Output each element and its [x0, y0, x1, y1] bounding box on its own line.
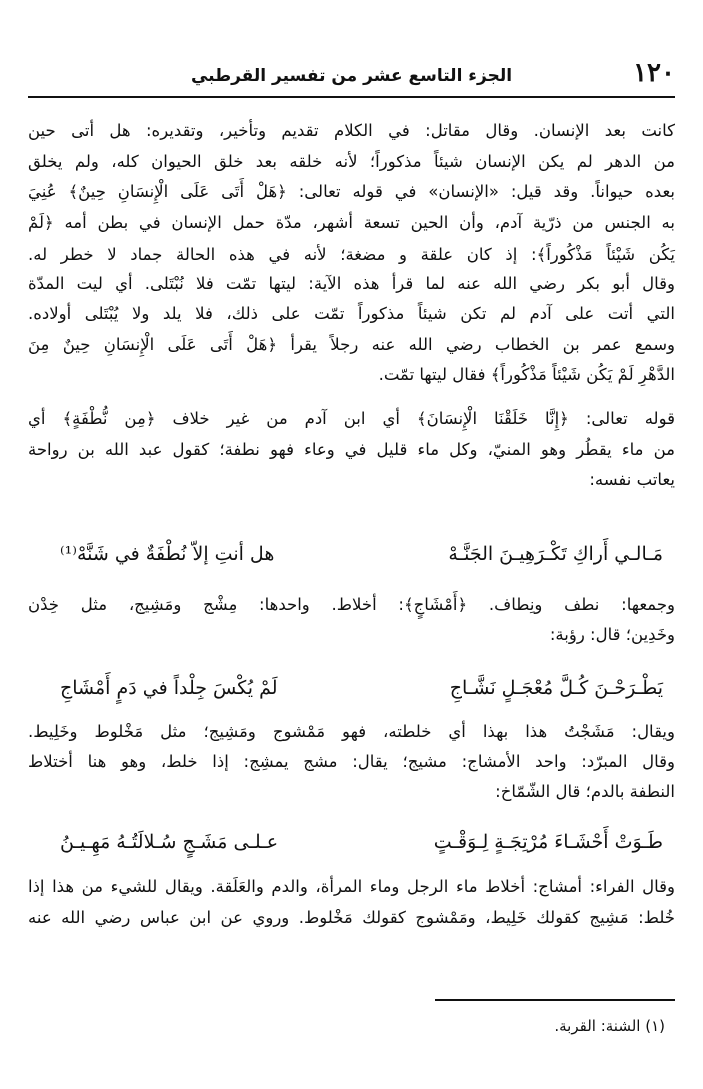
text-line: وقال المبرّد: واحد الأمشاج: مشيج؛ يقال: مشج يمشِج: إذا خلط، وهو هنا أختلاط	[28, 752, 675, 771]
text-line: التي أتت على آدم لم تكن شيئاً مذكوراً تمّت على ذلك، فلا يلد ولا يُبْتَلى أولاده.	[28, 304, 675, 323]
text-line: به الجنس من ذرّية آدم، وأن الحين تسعة أشهر، مدّة حمل الإنسان في بطن أمه ﴿لَمْ	[28, 213, 675, 232]
poetry-verse	[60, 538, 663, 570]
text-line: وجمعها: نطف ونِطاف. ﴿أَمْشَاجٍ﴾: أخلاط. واحدها: مِشْج ومَشِيج، مثل خِدْن	[28, 595, 675, 614]
verse-first-hemistich: يَطْـرَحْـنَ كُـلَّ مُعْجَـلٍ نَشَّـاجِ	[449, 677, 663, 699]
text-line: خُلط: مَشِيج كقولك خَلِيط، ومَمْشوج كقولك مَخْلوط. وروي عن ابن عباس رضي الله عنه	[28, 908, 675, 927]
footnote: (١) الشنة: القربة.	[554, 1017, 665, 1035]
page-number: ١٢٠	[633, 58, 675, 88]
text-line: ويقال: مَشَجْتُ هذا بهذا أي خلطته، فهو مَمْشوج ومَشِيج؛ مثل مَخْلوط وخَلِيط.	[28, 722, 675, 741]
text-line: وقال أبو بكر رضي الله عنه لما قرأ هذه الآية: ليتها تمّت فلا نُبْتَلى. أي ليت المدّة	[28, 274, 675, 293]
text-line: من الدهر لم يكن الإنسان شيئاً مذكوراً؛ لأنه خلقه بعد خلق الحيوان كله، ولم يخلق	[28, 152, 675, 171]
verse-second-hemistich: هل أنتِ إلاّ نُطْفَةٌ في شَنَّهْ⁽¹⁾	[60, 543, 275, 565]
footnote-separator	[435, 999, 675, 1001]
text-line: وخَدِين؛ قال: رؤبة:	[549, 625, 675, 644]
text-line: يَكُن شَيْئاً مَذْكُوراً﴾: إذ كان علقة و مضغة؛ لأنه في هذه الحالة جماد لا خطر له.	[28, 245, 675, 264]
running-header	[28, 60, 675, 98]
text-line: وسمع عمر بن الخطاب رضي الله عنه رجلاً يقرأ ﴿هَلْ أَتَى عَلَى الْإِنسَانِ حِينٌ مِنَ	[28, 335, 675, 354]
poetry-verse	[60, 826, 663, 858]
text-line: من ماء يقطُر وهو المنيّ، وكل ماء قليل في وعاء فهو نطفة؛ كقول عبد الله بن رواحة	[28, 440, 675, 459]
running-title: الجزء التاسع عشر من تفسير القرطبي	[190, 66, 513, 86]
verse-first-hemistich: مَـالـي أَراكِ تَكْـرَهِيـنَ الجَنَّـهْ	[448, 543, 663, 565]
text-line: بعده حيواناً. وقد قيل: «الإنسان» في قوله تعالى: ﴿هَلْ أَتَى عَلَى الْإِنسَانِ حِينٌ﴾ عُنِيَ	[28, 182, 675, 201]
poetry-verse	[60, 672, 663, 704]
text-line: الدَّهْرِ لَمْ يَكُن شَيْئاً مَذْكُوراً﴾ فقال ليتها تمّت.	[378, 365, 675, 384]
verse-second-hemistich: عـلـى مَشَـجٍ سُـلالَتُـهُ مَهِـيـنُ	[60, 831, 279, 853]
text-line: قوله تعالى: ﴿إِنَّا خَلَقْنَا الْإِنسَانَ﴾ أي ابن آدم من غير خلاف ﴿مِن نُّطْفَةٍ﴾ أي	[28, 409, 675, 428]
verse-first-hemistich: طَـوَتْ أَحْشَـاءَ مُرْتِجَـةٍ لِـوَقْـتٍ	[433, 831, 663, 853]
text-line: النطفة بالدم؛ قال الشّمّاخ:	[495, 782, 675, 801]
text-line: كانت بعد الإنسان. وقال مقاتل: في الكلام تقديم وتأخير، وتقديره: هل أتى حين	[28, 121, 675, 140]
text-line: وقال الفراء: أمشاج: أخلاط ماء الرجل وماء المرأة، والدم والعَلَقة. ويقال للشيء من هذا إذا	[28, 877, 675, 896]
text-line: يعاتب نفسه:	[589, 470, 675, 489]
verse-second-hemistich: لَمْ يُكْسَ جِلْداً في دَمٍ أَمْشَاجِ	[60, 677, 278, 699]
